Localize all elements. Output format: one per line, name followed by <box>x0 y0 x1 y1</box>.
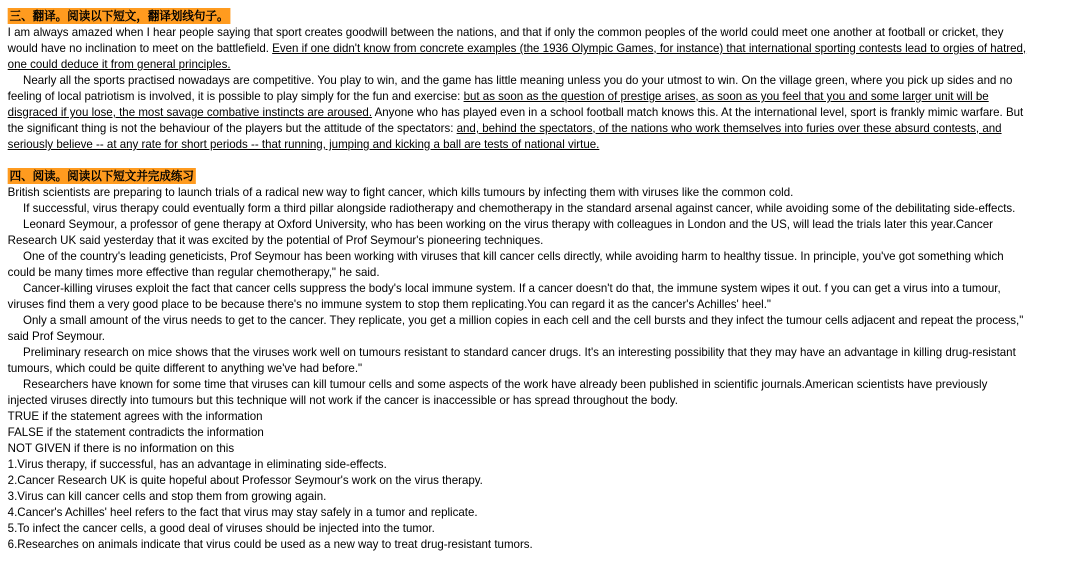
section-reading <box>8 168 1027 552</box>
instruction-false: FALSE if the statement contradicts the information <box>7 425 264 439</box>
statement-item: 5.To infect the cancer cells, a good deal of viruses should be injected into the tumor. <box>7 521 435 535</box>
instruction-true: TRUE if the statement agrees with the information <box>7 409 263 423</box>
section-spacer <box>8 152 1027 168</box>
section-4-heading: 四、阅读。阅读以下短文并完成练习 <box>9 169 194 183</box>
translation-paragraph-2 <box>8 72 1027 152</box>
underlined-sentence-1: Even if one didn't know from concrete examples (the 1936 Olympic Games, for instance) that international sporting contests lead to orgies of hatred, one could deduce it from general principles. <box>7 41 1027 71</box>
reading-paragraph: Only a small amount of the virus needs to get to the cancer. They replicate, you get a million copies in each cell and the cell bursts and they infect the tumour cells adjacent and repeat the process," said Prof Seymour. <box>7 313 1024 343</box>
reading-paragraph: British scientists are preparing to launch trials of a radical new way to fight cancer, which kills tumours by infecting them with viruses like the common cold. <box>7 185 794 199</box>
underlined-sentence-2: but as soon as the question of prestige arises, as soon as you feel that you and some larger unit will be disgraced if you lose, the most savage combative instincts are aroused. <box>7 89 989 119</box>
paragraph-text: Nearly all the sports practised nowadays are competitive. You play to win, and the game has little meaning unless you do your utmost to win. On the village green, where you pick up sides and no feeling of local patriotism is involved, it is possible to play simply for the fun and exercise: <box>7 73 1013 103</box>
reading-paragraph: One of the country's leading geneticists, Prof Seymour has been working with viruses that kill cancer cells directly, while avoiding harm to healthy tissue. In principle, you've got something which could be many times more effective than regular chemotherapy," he said. <box>7 249 1004 279</box>
paragraph-text: I am always amazed when I hear people saying that sport creates goodwill between the nations, and that if only the common peoples of the world could meet one another at football or cricket, they would have no inclination to meet on the battlefield. <box>7 25 1004 55</box>
reading-paragraph: Preliminary research on mice shows that the viruses work well on tumours resistant to standard cancer drugs. It's an interesting possibility that they may have an advantage in killing drug-resistant tumours, which could be quite different to anything we've had before." <box>7 345 1016 375</box>
reading-paragraph: Leonard Seymour, a professor of gene therapy at Oxford University, who has been working on the virus therapy with colleagues in London and the US, will lead the trials later this year.Cancer Research UK said yesterday that it was excited by the potential of Prof Seymour's pioneering techniques. <box>7 217 993 247</box>
reading-paragraph: Cancer-killing viruses exploit the fact that cancer cells suppress the body's local immune system. If a cancer doesn't do that, the immune system wipes it out. f you can get a virus into a tumour, viruses find them a very good place to be because there's no immune system to stop them replicating.You can regard it as the cancer's Achilles' heel." <box>7 281 1001 311</box>
instruction-not-given: NOT GIVEN if there is no information on this <box>7 441 235 455</box>
statement-item: 1.Virus therapy, if successful, has an advantage in eliminating side-effects. <box>7 457 387 471</box>
statement-item: 6.Researches on animals indicate that virus could be used as a new way to treat drug-resistant tumors. <box>7 537 533 551</box>
statement-item: 3.Virus can kill cancer cells and stop them from growing again. <box>7 489 327 503</box>
statement-item: 4.Cancer's Achilles' heel refers to the fact that virus may stay safely in a tumor and replicate. <box>7 505 478 519</box>
section-translation <box>8 8 1027 152</box>
reading-paragraph: If successful, virus therapy could eventually form a third pillar alongside radiotherapy and chemotherapy in the standard arsenal against cancer, while avoiding some of the debilitating side-effects. <box>23 201 1016 215</box>
underlined-sentence-3: and, behind the spectators, of the nations who work themselves into furies over these absurd contests, and seriously believe -- at any rate for short periods -- that running, jumping and kicking a ball are tests of national virtue. <box>7 121 1002 151</box>
section-3-heading: 三、翻译。阅读以下短文，翻译划线句子。 <box>9 9 229 23</box>
translation-paragraph-1 <box>8 24 1027 72</box>
reading-paragraph: Researchers have known for some time that viruses can kill tumour cells and some aspects of the work have already been published in scientific journals.American scientists have previously injected viruses directly into tumours but this technique will not work if the cancer is inaccessible or has spread throughout the body. <box>7 377 988 407</box>
statement-item: 2.Cancer Research UK is quite hopeful about Professor Seymour's work on the virus therapy. <box>7 473 483 487</box>
paragraph-text: Anyone who has played even in a school football match knows this. At the international level, sport is frankly mimic warfare. But the significant thing is not the behaviour of the players but the attitude of the spectators: <box>7 105 1024 135</box>
